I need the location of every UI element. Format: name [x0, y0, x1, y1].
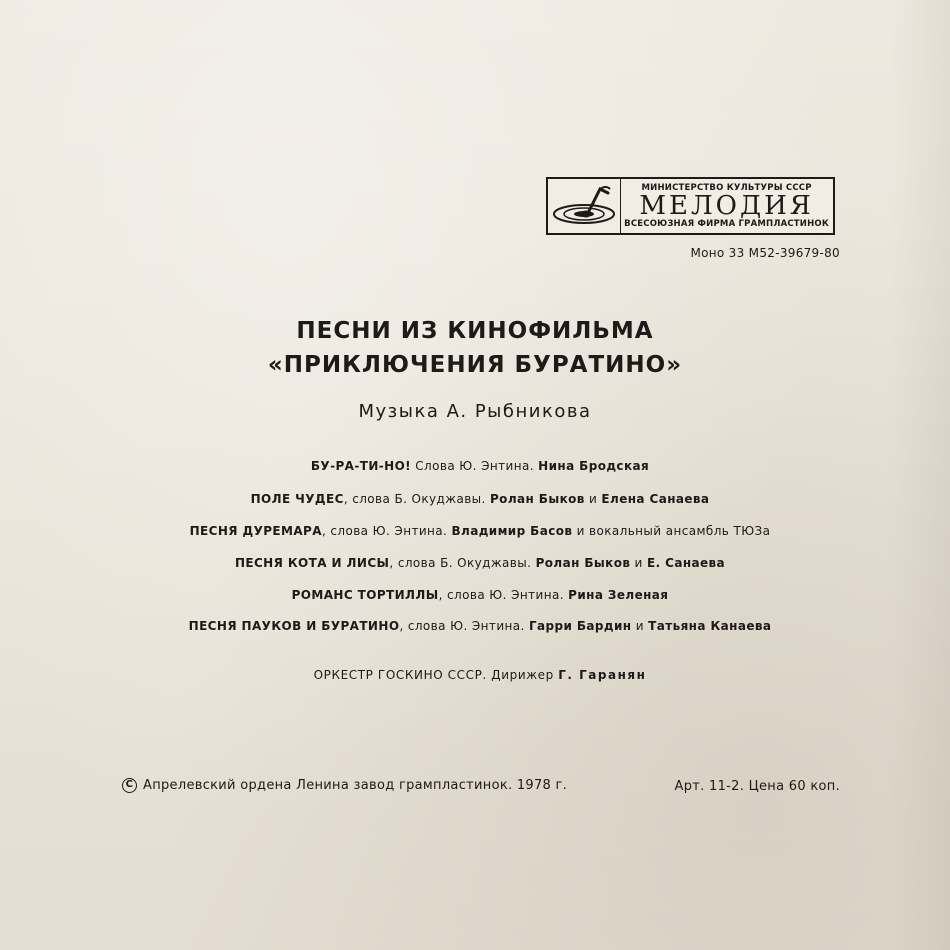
firm-line: ВСЕСОЮЗНАЯ ФИРМА ГРАМПЛАСТИНОК — [624, 219, 829, 229]
copyright-icon: C — [122, 778, 137, 793]
track-performer: Ролан Быков — [535, 556, 631, 570]
track-performer-2: Елена Санаева — [601, 492, 710, 506]
ministry-line: МИНИСТЕРСТВО КУЛЬТУРЫ СССР — [641, 183, 812, 193]
album-title-line-1: ПЕСНИ ИЗ КИНОФИЛЬМА — [296, 318, 654, 344]
track-performer: Владимир Басов — [451, 524, 573, 538]
track-performer: Нина Бродская — [538, 459, 650, 473]
track-lyrics: , слова Ю. Энтина. — [399, 619, 529, 633]
track-extra: и — [584, 492, 602, 506]
track-title: ПЕСНЯ ДУРЕМАРА — [189, 524, 322, 538]
track-4 — [130, 556, 830, 570]
track-lyrics: , слова Ю. Энтина. — [321, 524, 452, 538]
track-lyrics: Слова Ю. Энтина. — [411, 459, 539, 473]
track-5 — [130, 588, 830, 602]
track-title: РОМАНС ТОРТИЛЛЫ — [291, 588, 439, 602]
track-performer: Гарри Бардин — [528, 619, 632, 633]
track-title: ПЕСНЯ КОТА И ЛИСЫ — [234, 556, 390, 570]
track-performer-2: Е. Санаева — [646, 556, 726, 570]
composer-credit: Музыка А. Рыбникова — [358, 401, 592, 422]
brand-name: МЕЛОДИЯ — [639, 191, 814, 221]
melodiya-logo — [546, 177, 835, 235]
copyright-text: Апрелевский ордена Ленина завод грампластинок. 1978 г. — [143, 778, 568, 793]
track-2 — [130, 492, 830, 506]
track-lyrics: , слова Б. Окуджавы. — [343, 492, 490, 506]
track-performer: Рина Зеленая — [568, 588, 669, 602]
track-3 — [130, 524, 830, 538]
track-title: ПЕСНЯ ПАУКОВ И БУРАТИНО — [188, 619, 400, 633]
track-lyrics: , слова Ю. Энтина. — [438, 588, 569, 602]
track-extra: и — [631, 619, 649, 633]
copyright-line — [122, 778, 567, 793]
price-line: Арт. 11-2. Цена 60 коп. — [674, 779, 840, 794]
track-title: БУ-РА-ТИ-НО! — [310, 459, 412, 473]
track-extra: и вокальный ансамбль ТЮЗа — [572, 524, 771, 538]
orchestra-text: ОРКЕСТР ГОСКИНО СССР. Дирижер — [313, 668, 559, 682]
track-6 — [130, 619, 830, 633]
track-performer-2: Татьяна Канаева — [648, 619, 772, 633]
track-1 — [130, 459, 830, 473]
conductor-name: Г. Гаранян — [558, 668, 647, 682]
catalog-number: Моно 33 М52-39679-80 — [690, 246, 840, 260]
track-performer: Ролан Быков — [489, 492, 585, 506]
track-lyrics: , слова Б. Окуджавы. — [389, 556, 536, 570]
album-title-line-2: «ПРИКЛЮЧЕНИЯ БУРАТИНО» — [267, 352, 683, 378]
track-extra: и — [630, 556, 647, 570]
orchestra-credit — [130, 668, 830, 682]
record-note-icon — [548, 179, 620, 233]
track-title: ПОЛЕ ЧУДЕС — [250, 492, 344, 506]
logo-text — [620, 179, 833, 233]
